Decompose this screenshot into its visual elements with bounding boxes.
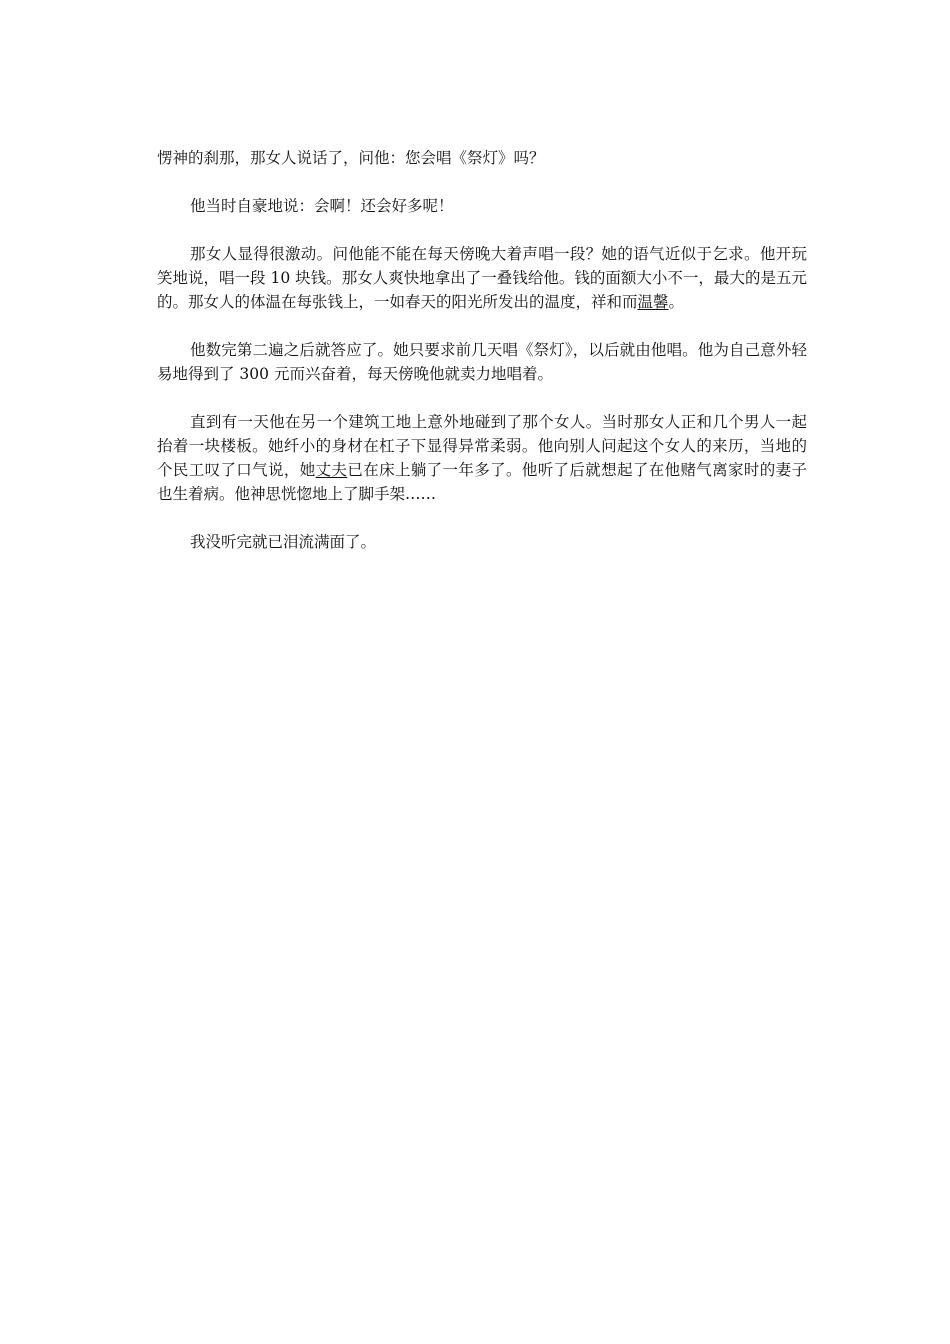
underlined-word-zhangfu: 丈夫 bbox=[315, 461, 348, 479]
paragraph-3-end: 。 bbox=[668, 293, 685, 311]
paragraph-3-text: 那女人显得很激动。问他能不能在每天傍晚大着声唱一段？她的语气近似于乞求。他开玩笑地说，唱一段 10 块钱。那女人爽快地拿出了一叠钱给他。钱的面额大小不一，最大的是五元的。那女人的体温在每张钱上，一如春天的阳光所发出的温度，祥和而 bbox=[157, 245, 807, 311]
paragraph-1-text: 愣神的刹那，那女人说话了，问他：您会唱《祭灯》吗？ bbox=[157, 149, 545, 167]
paragraph-5-end: 已在床上躺了一年多了。他听了后就想起了在他赌气离家时的妻子也生着病。他神思恍惚地上了脚手架…… bbox=[157, 461, 807, 503]
paragraph-6-text: 我没听完就已泪流满面了。 bbox=[190, 533, 377, 551]
document-body bbox=[157, 146, 807, 578]
paragraph-2-text: 他当时自豪地说：会啊！还会好多呢！ bbox=[190, 197, 454, 215]
paragraph-6 bbox=[157, 530, 807, 554]
underlined-word-wenxin: 温馨 bbox=[637, 293, 669, 311]
paragraph-5 bbox=[157, 410, 807, 506]
paragraph-2 bbox=[157, 194, 807, 218]
paragraph-4 bbox=[157, 338, 807, 386]
paragraph-3 bbox=[157, 242, 807, 314]
paragraph-5-text: 直到有一天他在另一个建筑工地上意外地碰到了那个女人。当时那女人正和几个男人一起抬着一块楼板。她纤小的身材在杠子下显得异常柔弱。他向别人问起这个女人的来历，当地的个民工叹了口气说，她 bbox=[157, 413, 807, 479]
paragraph-1 bbox=[157, 146, 807, 170]
paragraph-4-text: 他数完第二遍之后就答应了。她只要求前几天唱《祭灯》，以后就由他唱。他为自己意外轻易地得到了 300 元而兴奋着，每天傍晚他就卖力地唱着。 bbox=[157, 341, 807, 383]
